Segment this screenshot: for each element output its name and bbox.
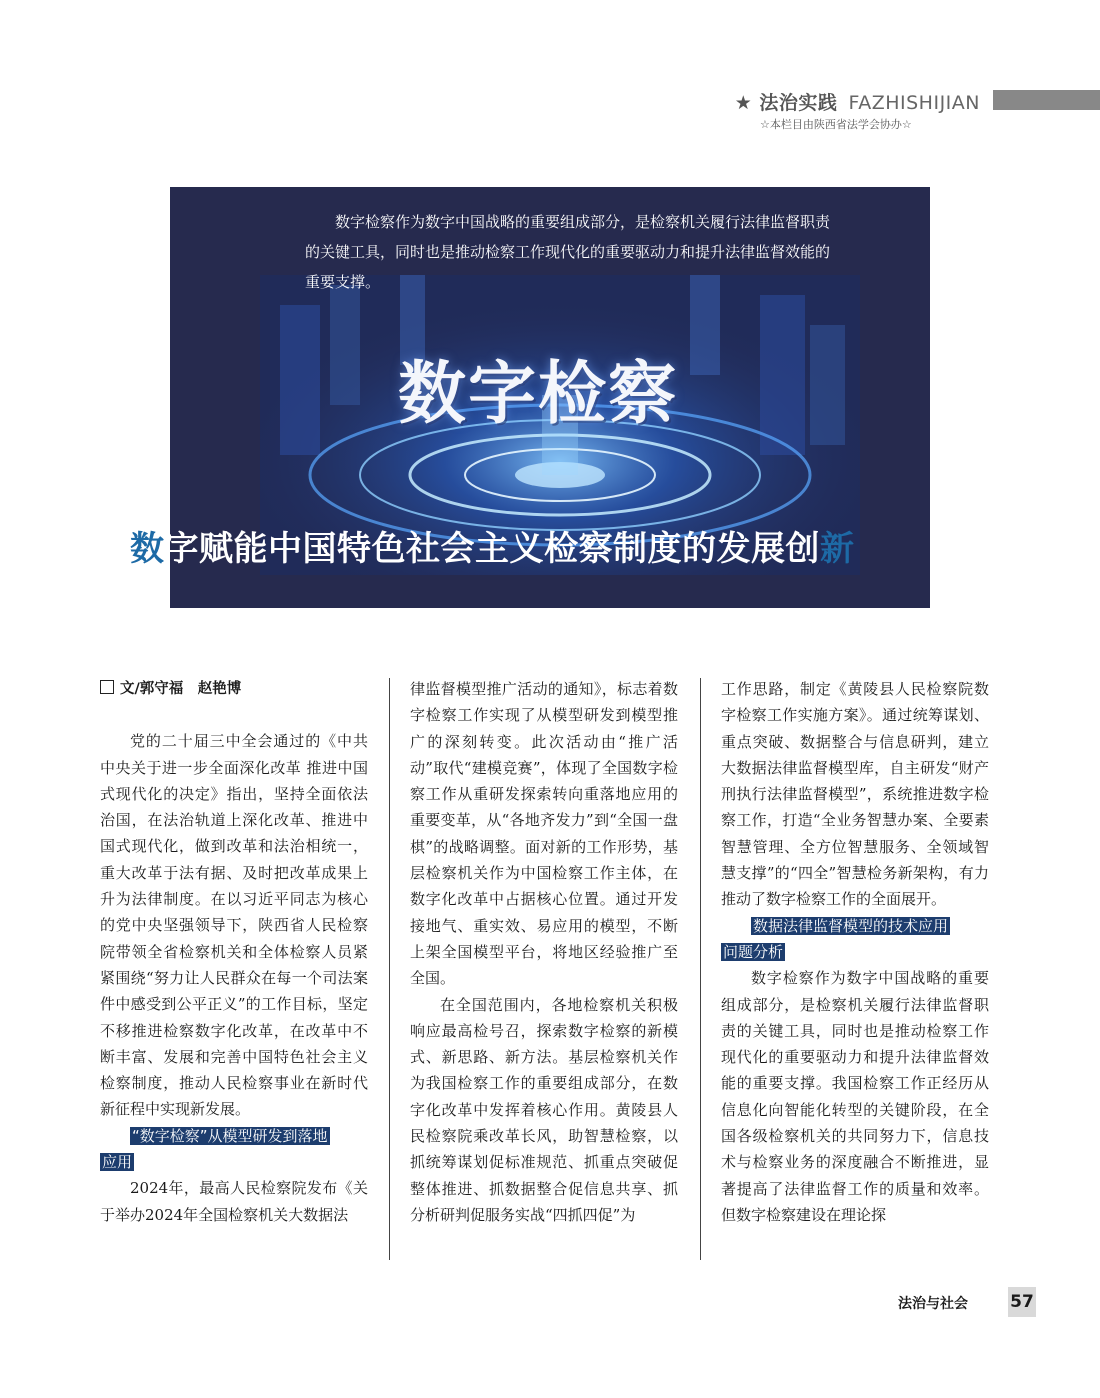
text-column-1 — [100, 676, 368, 1228]
text-column-3 — [721, 676, 989, 1228]
journal-name: 法治与社会 — [898, 1296, 968, 1312]
subtitle-first-char: 数 — [130, 529, 165, 569]
column-divider — [389, 678, 390, 1260]
star-icon: ★ — [734, 92, 753, 114]
section-heading-2-line-2: 问题分析 — [723, 942, 784, 961]
sponsor-line: ☆本栏目由陕西省法学会协办☆ — [760, 118, 912, 131]
header-bar — [993, 90, 1100, 110]
column-header — [735, 88, 980, 115]
section-heading-1-line-2: 应用 — [102, 1153, 133, 1172]
section-heading-2 — [721, 913, 989, 939]
paragraph: 在全国范围内，各地检察机关积极响应最高检号召，探索数字检察的新模式、新思路、新方法。基层检察机关作为我国检察工作的重要组成部分，在数字化改革中发挥着核心作用。黄陵县人民检察院乘改革长风，助智慧检察，以抓统筹谋划促标准规范、抓重点突破促整体推进、抓数据整合促信息共享、抓分析研判促服务实战“四抓四促”为 — [410, 995, 678, 1224]
section-heading-2-line-1: 数据法律监督模型的技术应用 — [753, 916, 949, 935]
section-heading-2-cont — [721, 939, 989, 965]
text-column-2 — [410, 676, 678, 1228]
subtitle-last-char: 新 — [820, 529, 855, 569]
page-number: 57 — [1008, 1287, 1036, 1317]
article-subtitle — [130, 521, 855, 570]
subtitle-middle: 字赋能中国特色社会主义检察制度的发展创 — [164, 529, 820, 569]
column-name: 法治实践 — [759, 92, 838, 114]
checkbox-square-icon — [100, 680, 114, 694]
column-divider — [700, 678, 701, 1260]
paragraph: 工作思路，制定《黄陵县人民检察院数字检察工作实施方案》。通过统筹谋划、重点突破、数据整合与信息研判，建立大数据法律监督模型库，自主研发“财产刑执行法律监督模型”，系统推进数字检察工作，打造“全业务智慧办案、全要素智慧管理、全方位智慧服务、全领域智慧支撑”的“四全”智慧检务新架构，有力推动了数字检察工作的全面展开。 — [721, 680, 989, 909]
paragraph: 律监督模型推广活动的通知》，标志着数字检察工作实现了从模型研发到模型推广的深刻转变。此次活动由“推广活动”取代“建模竞赛”，体现了全国数字检察工作从重研发探索转向重落地应用的重要变革，从“各地齐发力”到“全国一盘棋”的战略调整。面对新的工作形势，基层检察机关作为中国检察工作主体，在数字化改革中占据核心位置。通过开发接地气、重实效、易应用的模型，不断上架全国模型平台，将地区经验推广至全国。 — [410, 680, 678, 988]
byline — [100, 676, 368, 702]
section-heading-1-line-1: “数字检察”从模型研发到落地 — [132, 1126, 328, 1145]
paragraph: 数字检察作为数字中国战略的重要组成部分，是检察机关履行法律监督职责的关键工具，同时也是推动检察工作现代化的重要驱动力和提升法律监督效能的重要支撑。我国检察工作正经历从信息化向智能化转型的关键阶段，在全国各级检察机关的共同努力下，信息技术与检察业务的深度融合不断推进，显著提高了法律监督工作的质量和效率。但数字检察建设在理论探 — [721, 969, 989, 1224]
section-heading-1 — [100, 1123, 368, 1149]
hero-title: 数字检察 — [398, 355, 679, 434]
hero-intro: 数字检察作为数字中国战略的重要组成部分，是检察机关履行法律监督职责的关键工具，同时也是推动检察工作现代化的重要驱动力和提升法律监督效能的重要支撑。 — [305, 213, 831, 291]
author-names: 文/郭守福 赵艳博 — [120, 681, 242, 697]
paragraph: 2024年，最高人民检察院发布《关于举办2024年全国检察机关大数据法 — [100, 1179, 368, 1224]
column-latin: FAZHISHIJIAN — [848, 92, 980, 114]
paragraph: 党的二十届三中全会通过的《中共中央关于进一步全面深化改革 推进中国式现代化的决定》指出，坚持全面依法治国，在法治轨道上深化改革、推进中国式现代化，做到改革和法治相统一，重大改革于法有据、及时把改革成果上升为法律制度。在以习近平同志为核心的党中央坚强领导下，陕西省人民检察院带领全省检察机关和全体检察人员紧紧围绕“努力让人民群众在每一个司法案件中感受到公平正义”的工作目标，坚定不移推进检察数字化改革，在改革中不断丰富、发展和完善中国特色社会主义检察制度，推动人民检察事业在新时代新征程中实现新发展。 — [100, 732, 368, 1119]
section-heading-1-cont — [100, 1149, 368, 1175]
